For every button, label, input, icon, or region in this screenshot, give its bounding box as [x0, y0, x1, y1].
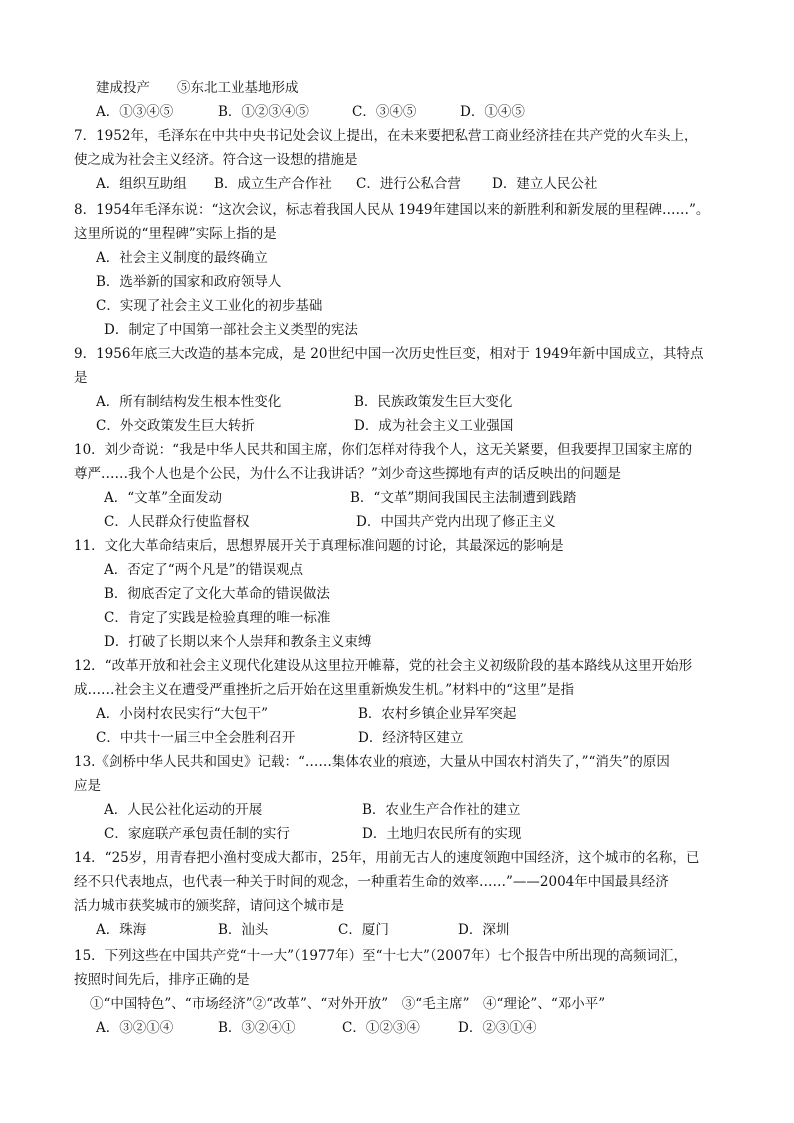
q12-stem-line2: 成……社会主义在遭受严重挫折之后开始在这里重新焕发生机。”材料中的“这里”是指 — [74, 682, 574, 698]
q9-options-row1 — [0, 392, 794, 412]
q11-option-c: C．肯定了实践是检验真理的唯一标准 — [104, 610, 331, 626]
q7-option-b: B．成立生产合作社 — [214, 176, 332, 192]
q15-stem-line2: 按照时间先后，排序正确的是 — [74, 972, 250, 988]
q7-options — [0, 174, 794, 194]
q10-option-c: C．人民群众行使监督权 — [104, 514, 250, 530]
q7-stem-line2: 使之成为社会主义经济。符合这一设想的措施是 — [74, 152, 358, 168]
q9-stem-line1: 9．1956年底三大改造的基本完成，是 20世纪中国一次历史性巨变，相对于 1949年新中国成立，其特点 — [74, 346, 704, 362]
q13-stem-line2: 应是 — [74, 778, 101, 794]
q6-option-d: D．①④⑤ — [460, 104, 525, 120]
q14-option-b: B．汕头 — [218, 922, 269, 938]
q15-items: ①“中国特色”、“市场经济”②“改革”、“对外开放” ③“毛主席” ④“理论”、“邓小平” — [90, 996, 606, 1012]
q13-option-a: A．人民公社化运动的开展 — [104, 802, 263, 818]
q13-stem-line1: 13.《剑桥中华人民共和国史》记载：“……集体农业的痕迹，大量从中国农村消失了，”“消失”的原因 — [74, 754, 670, 770]
q15-options — [0, 1018, 794, 1038]
q8-option-a: A．社会主义制度的最终确立 — [96, 250, 268, 266]
q10-option-d: D．中国共产党内出现了修正主义 — [356, 514, 556, 530]
q9-option-b: B．民族政策发生巨大变化 — [354, 394, 513, 410]
q10-option-b: B．“文革”期间我国民主法制遭到践踏 — [350, 490, 577, 506]
q9-option-c: C．外交政策发生巨大转折 — [96, 418, 255, 434]
q15-option-d: D．②③①④ — [458, 1020, 537, 1036]
q14-stem-line2: 经不只代表地点，也代表一种关于时间的观念，一种重若生命的效率……”——2004年中国最具经济 — [74, 874, 669, 890]
q7-stem-line1: 7．1952年，毛泽东在中共中央书记处会议上提出，在未来要把私营工商业经济挂在共产党的火车头上， — [74, 128, 698, 144]
q8-option-c: C．实现了社会主义工业化的初步基础 — [96, 298, 323, 314]
q13-option-b: B．农业生产合作社的建立 — [362, 802, 521, 818]
q8-option-d: D．制定了中国第一部社会主义类型的宪法 — [104, 322, 358, 338]
q14-stem-line3: 活力城市获奖城市的颁奖辞，请问这个城市是 — [74, 898, 344, 914]
q13-options-row1 — [0, 800, 794, 820]
q10-stem-line1: 10．刘少奇说：“我是中华人民共和国主席，你们怎样对待我个人，这无关紧要，但我要捍卫国家主席的 — [74, 442, 693, 458]
q12-option-b: B．农村乡镇企业异军突起 — [358, 706, 517, 722]
q13-option-d: D．土地归农民所有的实现 — [362, 826, 522, 842]
q9-option-a: A．所有制结构发生根本性变化 — [96, 394, 282, 410]
q6-options — [0, 102, 794, 122]
q14-stem-line1: 14．“25岁，用青春把小渔村变成大都市，25年，用前无古人的速度领跑中国经济，这个城市的名称，已 — [74, 850, 700, 866]
q7-option-c: C．进行公私合营 — [356, 176, 461, 192]
q9-option-d: D．成为社会主义工业强国 — [354, 418, 514, 434]
q12-option-c: C．中共十一届三中全会胜利召开 — [96, 730, 296, 746]
q14-option-a: A．珠海 — [96, 922, 147, 938]
q6-option-b: B．①②③④⑤ — [218, 104, 309, 120]
q12-options-row2 — [0, 728, 794, 748]
q6-continuation: 建成投产 ⑤东北工业基地形成 — [96, 80, 299, 96]
q6-option-c: C．③④⑤ — [352, 104, 417, 120]
q8-option-b: B．选举新的国家和政府领导人 — [96, 274, 282, 290]
q12-option-d: D．经济特区建立 — [358, 730, 464, 746]
q13-option-c: C．家庭联产承包责任制的实行 — [104, 826, 290, 842]
q15-stem-line1: 15．下列这些在中国共产党“十一大”（1977年）至“十七大”（2007年）七个报告中所出现的高频词汇， — [74, 948, 687, 964]
q8-stem-line1: 8．1954年毛泽东说：“这次会议，标志着我国人民从 1949年建国以来的新胜利和新发展的里程碑……”。 — [74, 202, 710, 218]
q10-option-a: A．“文革”全面发动 — [104, 490, 223, 506]
q7-option-d: D．建立人民公社 — [492, 176, 598, 192]
q14-option-c: C．厦门 — [338, 922, 389, 938]
q9-stem-line2: 是 — [74, 370, 88, 386]
q15-option-b: B．③②④① — [218, 1020, 296, 1036]
q14-options — [0, 920, 794, 940]
q10-options-row1 — [0, 488, 794, 508]
q15-option-c: C．①②③④ — [342, 1020, 420, 1036]
q10-options-row2 — [0, 512, 794, 532]
q12-option-a: A．小岗村农民实行“大包干” — [96, 706, 269, 722]
q9-options-row2 — [0, 416, 794, 436]
q13-options-row2 — [0, 824, 794, 844]
q15-option-a: A．③②①④ — [96, 1020, 174, 1036]
q8-stem-line2: 这里所说的“里程碑”实际上指的是 — [74, 226, 277, 242]
q11-option-d: D．打破了长期以来个人崇拜和教条主义束缚 — [104, 634, 372, 650]
q7-option-a: A．组织互助组 — [96, 176, 187, 192]
q12-options-row1 — [0, 704, 794, 724]
q6-option-a: A．①③④⑤ — [96, 104, 174, 120]
q11-stem-line1: 11．文化大革命结束后，思想界展开关于真理标准问题的讨论，其最深远的影响是 — [74, 538, 564, 554]
q14-option-d: D．深圳 — [458, 922, 510, 938]
q10-stem-line2: 尊严……我个人也是个公民，为什么不让我讲话？”刘少奇这些掷地有声的话反映出的问题是 — [74, 466, 621, 482]
q11-option-a: A．否定了“两个凡是”的错误观点 — [104, 562, 304, 578]
q11-option-b: B．彻底否定了文化大革命的错误做法 — [104, 586, 330, 602]
q12-stem-line1: 12．“改革开放和社会主义现代化建设从这里拉开帷幕，党的社会主义初级阶段的基本路线从这里开始形 — [74, 658, 693, 674]
